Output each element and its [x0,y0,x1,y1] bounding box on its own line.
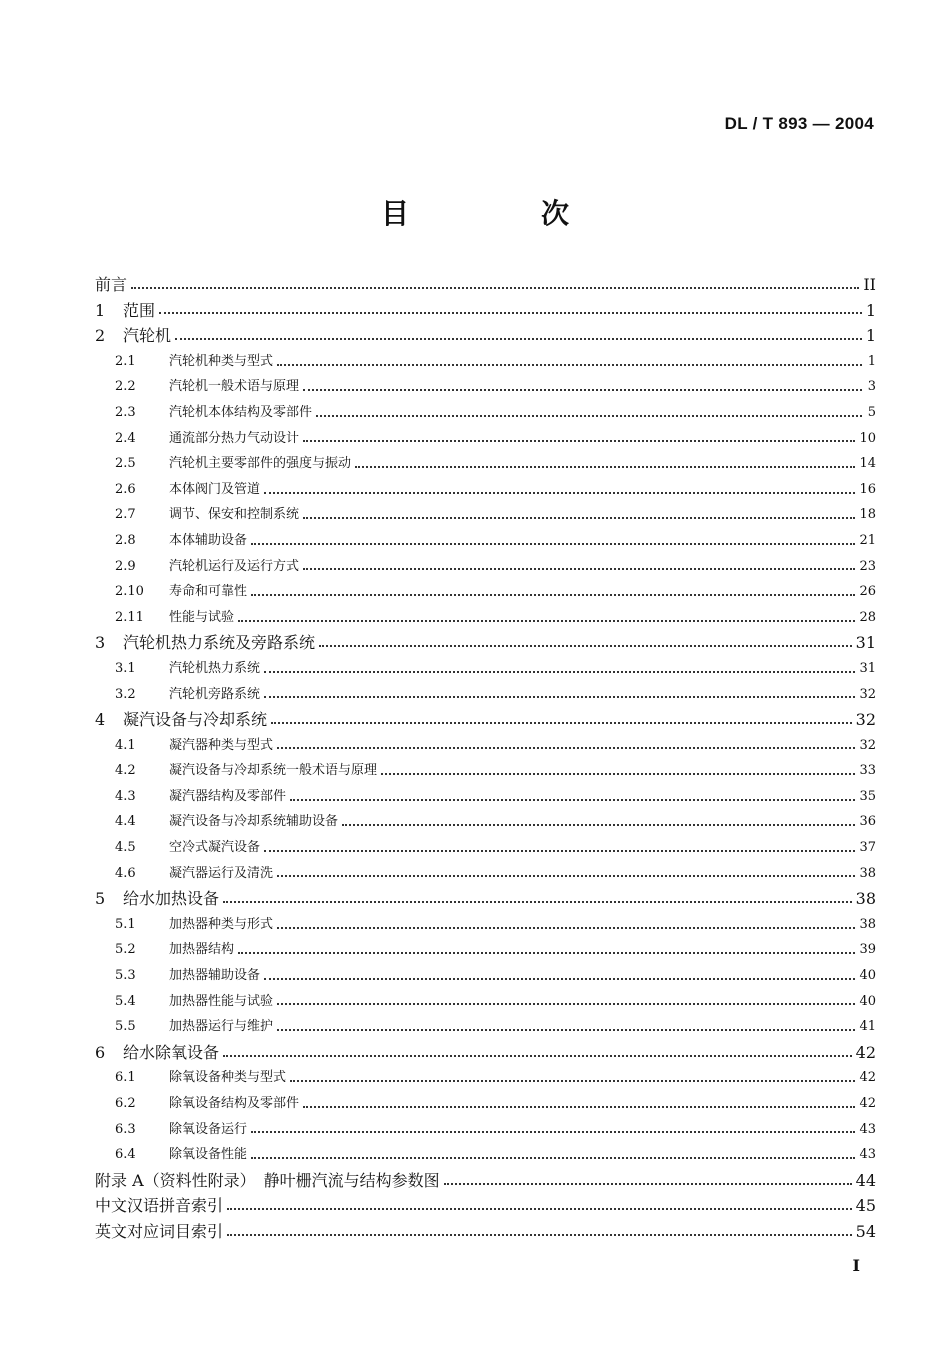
toc-entry-label: 英文对应词目索引 [95,1221,224,1241]
toc-entry-label: 除氧设备结构及零部件 [169,1096,300,1111]
toc-leader-dots [238,620,855,622]
toc-entry-number: 2.8 [115,532,136,548]
toc-entry-page: 31 [855,633,876,653]
toc-entry-label: 加热器性能与试验 [169,993,274,1009]
toc-entry[interactable] [95,374,876,400]
toc-leader-dots [223,1055,852,1057]
toc-entry-number: 2.10 [115,584,144,600]
toc-entry-page: 42 [855,1042,876,1062]
toc-entry-number: 2.4 [115,430,136,446]
toc-entry-label: 凝汽设备与冷却系统 [123,710,268,730]
toc-entry-page: 43 [859,1147,876,1163]
toc-entry-number: 5.2 [115,942,136,958]
toc-entry-page: 38 [855,889,876,909]
toc-entry[interactable] [95,1193,876,1219]
toc-leader-dots [303,389,862,391]
toc-entry-label: 汽轮机运行及运行方式 [169,558,300,574]
table-of-contents [95,272,876,1245]
toc-entry-label: 范围 [123,300,156,320]
toc-entry-number: 2.11 [115,609,144,625]
toc-entry-page: 38 [859,865,876,881]
toc-entry-label: 凝汽设备与冷却系统一般术语与原理 [169,763,378,779]
toc-entry-label: 除氧设备运行 [169,1121,248,1137]
toc-leader-dots [355,466,855,468]
toc-entry-number: 5.4 [115,993,136,1009]
toc-leader-dots [227,1234,852,1236]
toc-entry-label: 汽轮机热力系统及旁路系统 [123,633,316,653]
toc-entry-page: 16 [859,481,876,497]
toc-entry[interactable] [95,656,876,682]
toc-entry-page: 37 [859,840,876,856]
toc-entry[interactable] [95,707,876,733]
toc-leader-dots [303,517,855,519]
toc-entry-label: 凝汽器结构及零部件 [169,788,287,804]
toc-entry-page: 40 [859,968,876,984]
toc-entry-label: 除氧设备性能 [169,1147,248,1163]
toc-leader-dots [159,312,862,314]
toc-entry-number: 4.2 [115,763,136,779]
toc-entry-page: 14 [859,456,876,472]
toc-entry-number: 4.3 [115,788,136,804]
toc-entry[interactable] [95,835,876,861]
toc-leader-dots [251,1131,855,1133]
toc-leader-dots [227,1208,852,1210]
toc-entry-label: 除氧设备种类与型式 [169,1070,287,1086]
toc-entry-page: 31 [859,660,876,676]
toc-entry-number: 4.6 [115,865,136,881]
toc-leader-dots [277,1003,855,1005]
toc-entry-number: 2.6 [115,481,136,497]
toc-leader-dots [290,799,855,801]
toc-entry[interactable] [95,963,876,989]
toc-entry-page: 3 [867,379,876,395]
toc-entry-page: 38 [859,916,876,932]
toc-entry[interactable] [95,1168,876,1194]
toc-leader-dots [342,824,855,826]
toc-entry[interactable] [95,809,876,835]
toc-leader-dots [264,978,855,980]
toc-leader-dots [319,645,852,647]
toc-entry-label: 本体辅助设备 [169,532,248,548]
toc-entry[interactable] [95,989,876,1015]
toc-entry-number: 6.1 [115,1070,136,1086]
toc-entry[interactable] [95,502,876,528]
toc-leader-dots [251,543,855,545]
toc-entry-page: 40 [859,993,876,1009]
toc-entry[interactable] [95,861,876,887]
toc-entry-page: 28 [859,609,876,625]
toc-entry-page: 41 [859,1019,876,1035]
toc-entry-page: 45 [855,1196,876,1216]
toc-entry-number: 2.1 [115,353,136,369]
standard-number: DL / T 893 — 2004 [724,114,874,133]
toc-entry-page: 43 [859,1121,876,1137]
toc-entry-label: 凝汽器种类与型式 [169,737,274,753]
toc-entry-page: 32 [855,710,876,730]
toc-leader-dots [264,671,855,673]
toc-entry-page: 5 [867,404,876,420]
toc-leader-dots [223,901,852,903]
page-title: 目 次 [380,197,621,230]
toc-leader-dots [316,415,862,417]
toc-entry-label: 调节、保安和控制系统 [169,507,300,523]
toc-entry[interactable] [95,886,876,912]
toc-entry-page: 36 [859,814,876,830]
toc-entry-number: 4.5 [115,840,136,856]
toc-leader-dots [238,952,855,954]
toc-entry-label: 加热器种类与形式 [169,916,274,932]
toc-entry-page: 39 [859,942,876,958]
toc-entry-number: 2.3 [115,404,136,420]
toc-entry-number: 4.4 [115,814,136,830]
toc-entry[interactable] [95,400,876,426]
toc-entry-number: 6.2 [115,1096,136,1111]
toc-leader-dots [277,875,855,877]
toc-leader-dots [444,1183,852,1185]
toc-entry-number: 4.1 [115,737,136,753]
toc-entry-number: 3.1 [115,660,136,676]
toc-entry-number: 6.3 [115,1121,136,1137]
toc-entry[interactable] [95,426,876,452]
toc-entry-label: 汽轮机本体结构及零部件 [169,404,313,420]
toc-entry-label: 加热器结构 [169,942,235,958]
toc-leader-dots [131,287,859,289]
toc-entry-page: 42 [859,1096,876,1111]
toc-entry-page: 18 [859,507,876,523]
toc-leader-dots [271,722,852,724]
toc-entry[interactable] [95,1040,876,1066]
toc-entry-label: 加热器运行与维护 [169,1019,274,1035]
toc-entry-label: 本体阀门及管道 [169,481,261,497]
toc-entry[interactable] [95,758,876,784]
toc-entry-number: 3 [95,633,106,653]
toc-entry[interactable] [95,1014,876,1040]
toc-entry[interactable] [95,682,876,708]
toc-entry[interactable] [95,323,876,349]
toc-leader-dots [277,927,855,929]
toc-entry-label: 加热器辅助设备 [169,968,261,984]
toc-entry-page: 54 [855,1221,876,1241]
toc-entry-label: 汽轮机旁路系统 [169,686,261,702]
toc-entry-label: 中文汉语拼音索引 [95,1196,224,1216]
toc-entry[interactable] [95,272,876,298]
toc-entry-number: 2 [95,326,106,346]
toc-leader-dots [277,1029,855,1031]
toc-entry-label: 凝汽器运行及清洗 [169,865,274,881]
toc-entry-label: 给水除氧设备 [123,1042,220,1062]
toc-entry-label: 通流部分热力气动设计 [169,430,300,446]
toc-entry-page: 32 [859,686,876,702]
toc-entry-number: 2.9 [115,558,136,574]
toc-entry-number: 2.5 [115,456,136,472]
toc-entry[interactable] [95,937,876,963]
toc-entry-number: 2.2 [115,379,136,395]
toc-leader-dots [175,338,862,340]
page-number: I [852,1256,860,1275]
toc-entry[interactable] [95,630,876,656]
toc-entry-number: 3.2 [115,686,136,702]
toc-leader-dots [264,850,855,852]
toc-entry-page: 1 [865,300,876,320]
toc-entry-number: 5 [95,889,106,909]
toc-entry[interactable] [95,477,876,503]
toc-entry[interactable] [95,528,876,554]
toc-entry-number: 1 [95,300,106,320]
toc-entry-label: 凝汽设备与冷却系统辅助设备 [169,814,339,830]
toc-entry[interactable] [95,554,876,580]
toc-leader-dots [251,594,855,596]
toc-entry-number: 5.5 [115,1019,136,1035]
toc-leader-dots [277,747,855,749]
toc-entry-label: 汽轮机热力系统 [169,660,261,676]
toc-entry-page: 33 [859,763,876,779]
toc-entry[interactable] [95,1091,876,1117]
toc-leader-dots [277,364,862,366]
toc-entry-page: 32 [859,737,876,753]
toc-entry-number: 6.4 [115,1147,136,1163]
toc-entry-page: 10 [859,430,876,446]
toc-entry-number: 6 [95,1042,106,1062]
toc-entry-label: 汽轮机 [123,326,172,346]
toc-entry[interactable] [95,1219,876,1245]
toc-entry-label: 寿命和可靠性 [169,584,248,600]
toc-entry-label: 汽轮机一般术语与原理 [169,379,300,395]
toc-entry-page: 1 [867,353,876,369]
toc-entry[interactable] [95,784,876,810]
toc-entry-page: II [863,275,876,294]
toc-leader-dots [303,1106,855,1108]
toc-entry-page: 1 [865,326,876,346]
toc-leader-dots [264,492,855,494]
toc-entry[interactable] [95,733,876,759]
toc-leader-dots [251,1157,855,1159]
toc-entry[interactable] [95,912,876,938]
toc-entry-page: 23 [859,558,876,574]
toc-leader-dots [303,440,855,442]
toc-entry-page: 26 [859,584,876,600]
toc-entry-page: 42 [859,1070,876,1086]
toc-entry-page: 35 [859,788,876,804]
toc-entry[interactable] [95,1117,876,1143]
toc-entry-label: 附录 A（资料性附录） 静叶栅汽流与结构参数图 [95,1170,440,1190]
toc-leader-dots [303,568,855,570]
toc-entry-label: 前言 [95,275,128,294]
toc-entry-label: 给水加热设备 [123,889,220,909]
toc-entry[interactable] [95,451,876,477]
toc-entry[interactable] [95,349,876,375]
toc-entry[interactable] [95,298,876,324]
toc-entry[interactable] [95,1142,876,1168]
toc-entry-number: 4 [95,710,106,730]
toc-entry-page: 44 [855,1170,876,1190]
toc-leader-dots [264,696,855,698]
toc-entry[interactable] [95,605,876,631]
toc-entry-label: 汽轮机主要零部件的强度与振动 [169,456,352,472]
toc-entry[interactable] [95,1065,876,1091]
toc-entry-label: 汽轮机种类与型式 [169,353,274,369]
toc-leader-dots [290,1080,855,1082]
toc-entry[interactable] [95,579,876,605]
toc-entry-number: 5.1 [115,916,136,932]
toc-entry-page: 21 [859,532,876,548]
toc-entry-number: 5.3 [115,968,136,984]
toc-entry-label: 空冷式凝汽设备 [169,840,261,856]
toc-entry-label: 性能与试验 [169,609,235,625]
toc-leader-dots [381,773,855,775]
toc-entry-number: 2.7 [115,507,136,523]
